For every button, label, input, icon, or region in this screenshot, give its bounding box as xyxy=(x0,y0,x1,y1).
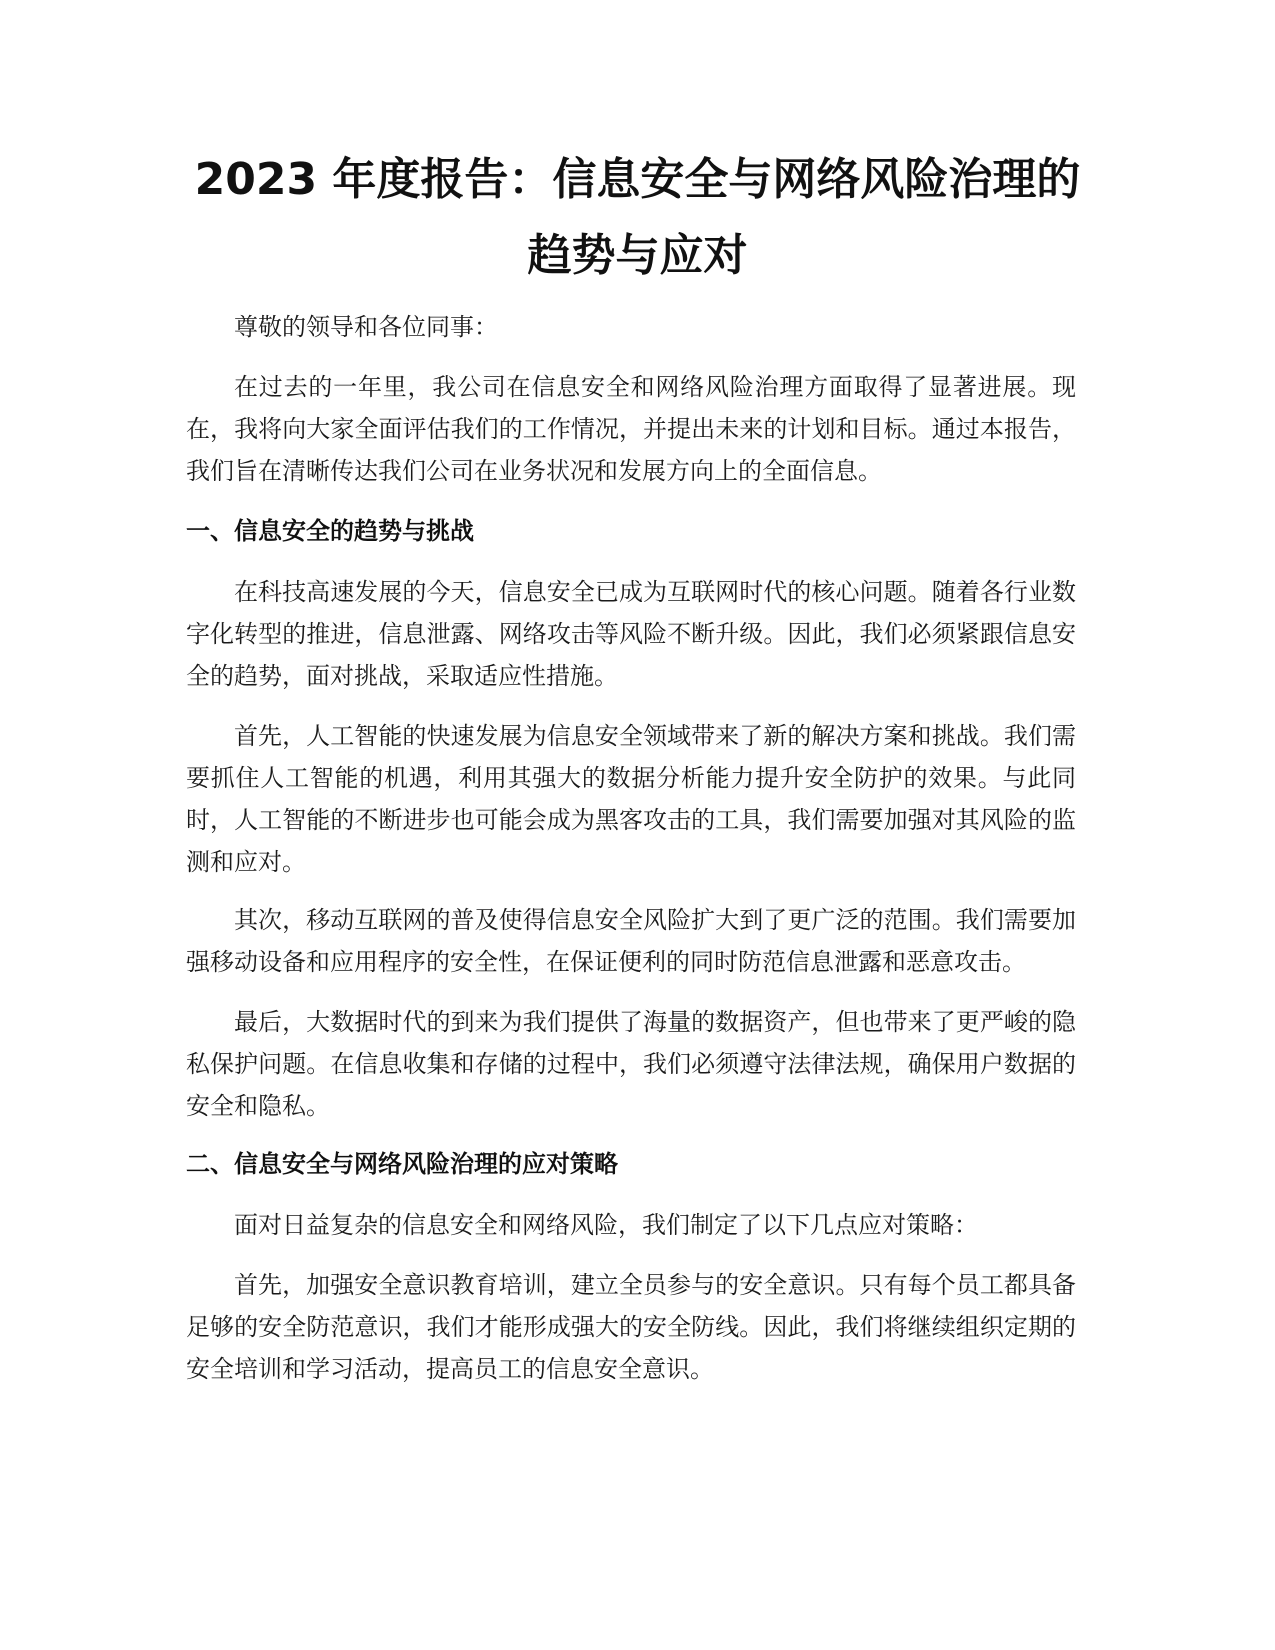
document-title-line-2: 趋势与应对 xyxy=(527,230,748,281)
section-1-paragraph-4: 最后，大数据时代的到来为我们提供了海量的数据资产，但也带来了更严峻的隐私保护问题。在信息收集和存储的过程中，我们必须遵守法律法规，确保用户数据的安全和隐私。 xyxy=(186,1008,1076,1120)
section-2-paragraph-2: 首先，加强安全意识教育培训，建立全员参与的安全意识。只有每个员工都具备足够的安全防范意识，我们才能形成强大的安全防线。因此，我们将继续组织定期的安全培训和学习活动，提高员工的信息安全意识。 xyxy=(186,1271,1076,1383)
section-2-paragraph-1: 面对日益复杂的信息安全和网络风险，我们制定了以下几点应对策略： xyxy=(234,1211,978,1239)
section-1-paragraph-3: 其次，移动互联网的普及使得信息安全风险扩大到了更广泛的范围。我们需要加强移动设备和应用程序的安全性，在保证便利的同时防范信息泄露和恶意攻击。 xyxy=(186,906,1076,976)
section-1-paragraph-1: 在科技高速发展的今天，信息安全已成为互联网时代的核心问题。随着各行业数字化转型的推进，信息泄露、网络攻击等风险不断升级。因此，我们必须紧跟信息安全的趋势，面对挑战，采取适应性措施。 xyxy=(186,578,1076,690)
greeting-paragraph: 尊敬的领导和各位同事： xyxy=(234,313,498,341)
section-1-heading: 一、信息安全的趋势与挑战 xyxy=(186,517,474,545)
intro-paragraph: 在过去的一年里，我公司在信息安全和网络风险治理方面取得了显著进展。现在，我将向大家全面评估我们的工作情况，并提出未来的计划和目标。通过本报告，我们旨在清晰传达我们公司在业务状况和发展方向上的全面信息。 xyxy=(186,373,1076,485)
section-1-paragraph-2: 首先，人工智能的快速发展为信息安全领域带来了新的解决方案和挑战。我们需要抓住人工智能的机遇，利用其强大的数据分析能力提升安全防护的效果。与此同时，人工智能的不断进步也可能会成为黑客攻击的工具，我们需要加强对其风险的监测和应对。 xyxy=(186,722,1076,876)
section-2-heading: 二、信息安全与网络风险治理的应对策略 xyxy=(186,1150,618,1178)
document-title-line-1: 2023 年度报告：信息安全与网络风险治理的 xyxy=(194,154,1081,205)
